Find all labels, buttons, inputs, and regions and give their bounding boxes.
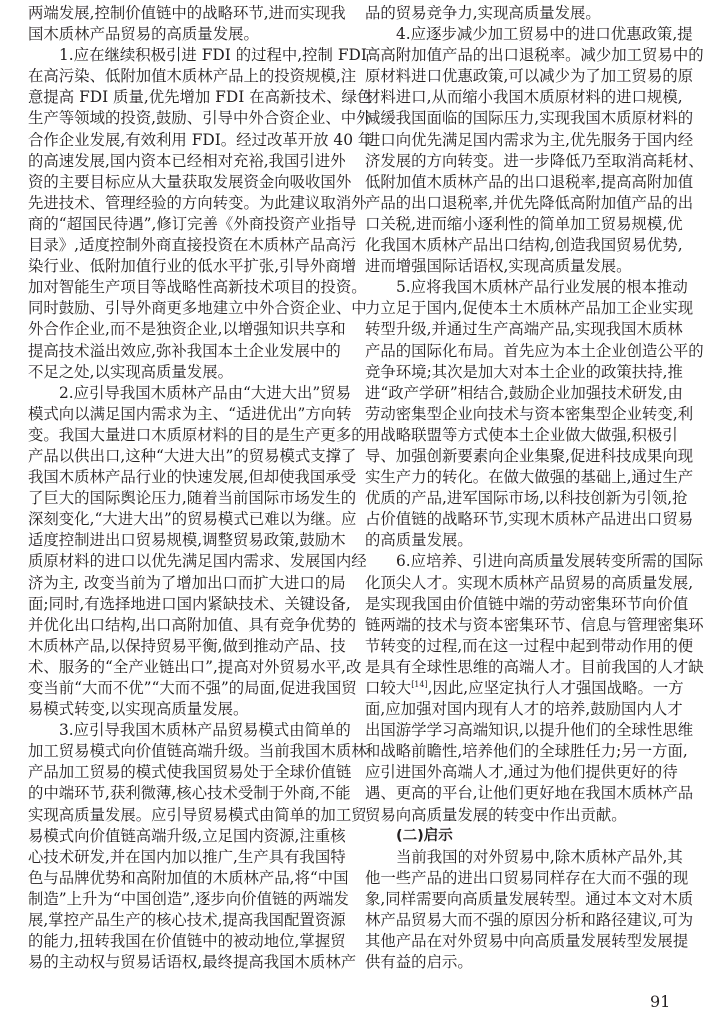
text-line: 产品加工贸易的模式使我国贸易处于全球价值链	[28, 763, 352, 782]
text-line: 进“政产学研”相结合,鼓励企业加强技术研发,由	[365, 383, 683, 402]
text-line: 品的贸易竞争力,实现高质量发展。	[365, 4, 601, 22]
text-line: 产品以供出口,这种“大进大出”的贸易模式支撑了	[28, 446, 357, 465]
text-line: 资的主要目标应从大量获取发展资金向吸收国外	[28, 172, 352, 191]
text-line: 出国游学学习高端知识,以提升他们的全球性思维	[365, 721, 694, 740]
text-line: 的中端环节,获利微薄,核心技术受制于外商,不能	[28, 784, 351, 803]
text-line: 变。我国大量进口木质原材料的目的是生产更多的	[28, 425, 367, 444]
text-line: 的高质量发展。	[365, 531, 473, 550]
text-line: 目录》,适度控制外商直接投资在木质林产品高污	[28, 236, 357, 255]
text-line: 在高污染、低附加值木质林产品上的投资规模,注	[28, 67, 357, 86]
text-line: 济发展的方向转变。进一步降低乃至取消高耗材、	[365, 151, 704, 170]
text-line: 面;同时,有选择地进口国内紧缺技术、关键设备,	[28, 594, 351, 613]
text-line: 遇、更高的平台,让他们更好地在我国木质林产品	[365, 784, 694, 803]
text-line: 商的“超国民待遇”,修订完善《外商投资产业指导	[28, 214, 357, 233]
text-line: 加工贸易模式向价值链高端升级。当前我国木质林	[28, 742, 367, 761]
text-line: 术、服务的“全产业链出口”,提高对外贸易水平,改	[28, 657, 362, 676]
text-line: 同时鼓励、引导外商更多地建立中外合资企业、中	[28, 299, 367, 318]
text-line: 力立足于国内,促使本土木质林产品加工企业实现	[365, 299, 694, 318]
text-line: 5.应将我国木质林产品行业发展的根本推动	[396, 278, 688, 297]
text-line: 国木质林产品贸易的高质量发展。	[28, 25, 259, 44]
paragraph	[28, 3, 346, 45]
text-line: 3.应引导我国木质林产品贸易模式由简单的	[59, 721, 351, 740]
right-column	[365, 3, 704, 973]
text-line: 材料进口,从而缩小我国木质原材料的进口规模,	[365, 88, 683, 107]
text-line: 进而增强国际话语权,实现高质量发展。	[365, 257, 632, 276]
text-line: 提高技术溢出效应,弥补我国本土企业发展中的	[28, 341, 341, 360]
text-line: 进口向优先满足国内需求为主,优先服务于国内经	[365, 130, 694, 149]
paragraph	[28, 383, 367, 721]
text-line: 易模式转变,以实现高质量发展。	[28, 700, 249, 719]
text-line: 化顶尖人才。实现木质林产品贸易的高质量发展,	[365, 573, 694, 592]
text-line: 外合作企业,而不是独资企业,以增强知识共享和	[28, 320, 346, 339]
text-line: 优质的产品,进军国际市场,以科技创新为引领,抢	[365, 489, 688, 508]
text-line: 高高附加值产品的出口退税率。减少加工贸易中的	[365, 46, 704, 65]
text-line: 链两端的技术与资本密集环节、信息与管理密集环	[365, 615, 704, 634]
text-line: 当前我国的对外贸易中,除木质林产品外,其	[396, 847, 683, 866]
text-line: 低附加值木质林产品的出口退税率,提高高附加值	[365, 172, 694, 191]
text-line: 模式向以满足国内需求为主、“适进优出”方向转	[28, 404, 352, 423]
text-line: 面,应加强对国内现有人才的培养,鼓励国内人才	[365, 700, 683, 719]
text-line: 产品的出口退税率,并优先降低高附加值产品的出	[365, 193, 694, 212]
paragraph	[28, 45, 374, 383]
text-line: 木质林产品,以保持贸易平衡,做到推动产品、技	[28, 636, 346, 655]
text-line: 染行业、低附加值行业的低水平扩张,引导外商增	[28, 257, 357, 276]
text-line: 生产等领域的投资,鼓励、引导中外合资企业、中外	[28, 109, 372, 128]
text-line: 变当前“大而不优”“大而不强”的局面,促进我国贸	[28, 679, 357, 697]
text-line: 应引进国外高端人才,通过为他们提供更好的待	[365, 763, 678, 782]
left-column	[28, 3, 374, 973]
page-number: 91	[650, 992, 671, 1011]
text-line: 加对智能生产项目等战略性高新技术项目的投资。	[28, 278, 367, 297]
text-line: 和战略前瞻性,培养他们的全球胜任力;另一方面,	[365, 742, 688, 761]
text-line: 口关税,进而缩小逐利性的简单加工贸易规模,优	[365, 214, 683, 233]
text-line: 易模式向价值链高端升级,立足国内资源,注重核	[28, 826, 346, 845]
text-line	[365, 678, 684, 699]
text-line: 其他产品在对外贸易中向高质量发展转型发展提	[365, 932, 689, 951]
text-line: 济为主, 改变当前为了增加出口而扩大进口的局	[28, 573, 346, 592]
text-line: 合作企业发展,有效利用 FDI。经过改革开放 40 年	[28, 130, 374, 149]
text-line: (二)启示	[396, 827, 453, 844]
text-span: ,因此,应坚定执行人才强国战略。一方	[427, 679, 684, 697]
text-line: 质原材料的进口以优先满足国内需求、发展国内经	[28, 552, 367, 571]
text-line: 劳动密集型企业向技术与资本密集型企业转变,利	[365, 404, 694, 423]
text-line: 的能力,扭转我国在价值链中的被动地位,掌握贸	[28, 932, 346, 951]
text-line: 占价值链的战略环节,实现木质林产品进出口贸易	[365, 510, 694, 529]
text-line: 两端发展,控制价值链中的战略环节,进而实现我	[28, 4, 346, 22]
text-line: 是实现我国由价值链中端的劳动密集环节向价值	[365, 594, 689, 613]
paragraph	[365, 277, 704, 551]
text-line: 制造”上升为“中国创造”,逐步向价值链的两端发	[28, 889, 349, 908]
text-line: 竞争环境;其次是加大对本土企业的政策扶持,推	[365, 362, 683, 381]
text-line: 色与品牌优势和高附加值的木质林产品,将“中国	[28, 868, 349, 887]
text-line: 了巨大的国际舆论压力,随着当前国际市场发生的	[28, 489, 357, 508]
text-line: 不足之处,以实现高质量发展。	[28, 362, 233, 381]
text-line: 用战略联盟等方式使本土企业做大做强,积极引	[365, 425, 678, 444]
text-line: 他一些产品的进出口贸易同样存在大而不强的现	[365, 868, 689, 887]
paragraph	[365, 847, 694, 974]
text-line: 供有益的启示。	[365, 953, 473, 972]
text-line: 适度控制进出口贸易规模,调整贸易政策,鼓励木	[28, 531, 346, 550]
text-line: 转型升级,并通过生产高端产品,实现我国木质林	[365, 320, 683, 339]
text-line: 化我国木质林产品出口结构,创造我国贸易优势,	[365, 236, 683, 255]
text-line: 减缓我国面临的国际压力,实现我国木质原材料的	[365, 109, 694, 128]
text-line: 4.应逐步减少加工贸易中的进口优惠政策,提	[396, 25, 693, 44]
text-line: 展,掌控产品生产的核心技术,提高我国配置资源	[28, 911, 346, 930]
text-line: 是具有全球性思维的高端人才。目前我国的人才缺	[365, 657, 704, 676]
text-line: 并优化出口结构,出口高附加值、具有竞争优势的	[28, 615, 357, 634]
text-line: 贸易向高质量发展的转变中作出贡献。	[365, 805, 627, 824]
text-line: 2.应引导我国木质林产品由“大进大出”贸易	[59, 383, 352, 402]
text-line: 意提高 FDI 质量,优先增加 FDI 在高新技术、绿色	[28, 88, 373, 107]
text-line: 节转变的过程,而在这一过程中起到带动作用的便	[365, 636, 694, 655]
text-span: 口较大	[365, 679, 412, 697]
citation-reference: [14]	[411, 680, 428, 689]
paragraph	[365, 3, 672, 24]
text-line: 实生产力的转化。在做大做强的基础上,通过生产	[365, 468, 694, 487]
text-line: 我国木质林产品行业的快速发展,但却使我国承受	[28, 468, 357, 487]
paragraph	[28, 720, 367, 973]
section-heading	[365, 826, 672, 847]
text-line: 易的主动权与贸易话语权,最终提高我国木质林产	[28, 953, 357, 972]
paragraph	[365, 551, 704, 825]
text-line: 导、加强创新要素向企业集聚,促进科技成果向现	[365, 446, 694, 465]
text-line: 林产品贸易大而不强的原因分析和路径建议,可为	[365, 911, 694, 930]
text-line: 先进技术、管理经验的方向转变。为此建议取消外	[28, 193, 367, 212]
text-line: 产品的国际化布局。首先应为本土企业创造公平的	[365, 341, 704, 360]
text-line: 心技术研发,并在国内加以推广,生产具有我国特	[28, 847, 346, 866]
text-line: 1.应在继续积极引进 FDI 的过程中,控制 FDI	[59, 46, 367, 65]
text-line: 深刻变化,“大进大出”的贸易模式已难以为继。应	[28, 510, 357, 529]
text-line: 6.应培养、引进向高质量发展转变所需的国际	[396, 552, 704, 571]
text-line: 实现高质量发展。应引导贸易模式由简单的加工贸	[28, 805, 367, 824]
text-line: 象,同样需要向高质量发展转型。通过本文对木质	[365, 889, 694, 908]
text-line: 原材料进口优惠政策,可以减少为了加工贸易的原	[365, 67, 694, 86]
text-line: 的高速发展,国内资本已经相对充裕,我国引进外	[28, 151, 346, 170]
paragraph	[365, 24, 704, 277]
